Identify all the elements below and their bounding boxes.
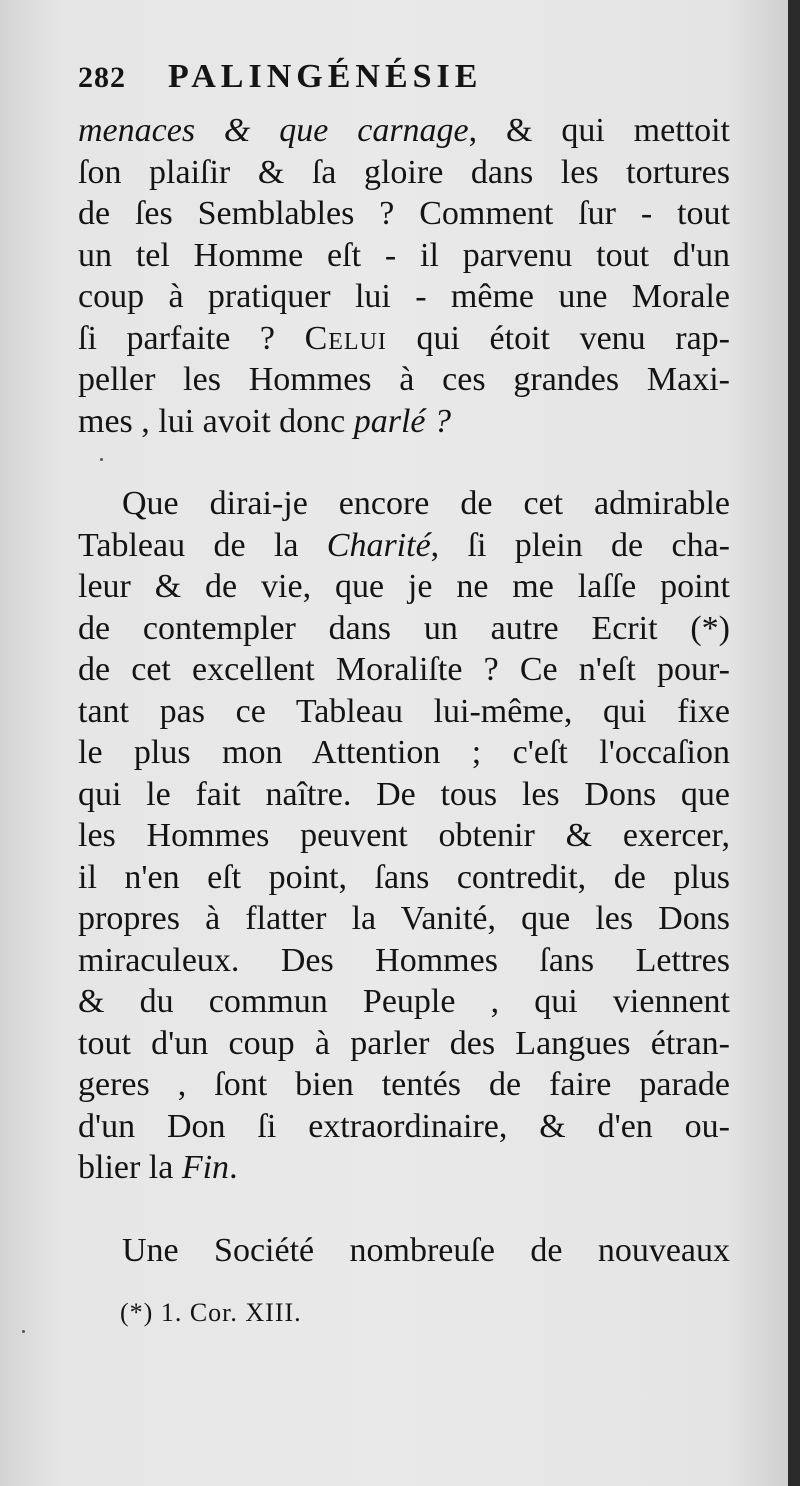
- text-line: mes , lui avoit donc parlé ?: [78, 402, 452, 440]
- text-line: de ſes Semblables ? Comment ſur - tout: [78, 195, 730, 232]
- text-line: le plus mon Attention ; c'eſt l'occaſion: [78, 734, 730, 771]
- page-edge-shadow: [788, 0, 800, 1486]
- text-line: menaces & que carnage, & qui mettoit: [78, 112, 730, 149]
- ink-speck: [22, 1330, 25, 1333]
- text-line: il n'en eſt point, ſans contredit, de plus: [78, 858, 730, 896]
- text-line: qui le fait naître. De tous les Dons que: [78, 775, 730, 813]
- text-line: & du commun Peuple , qui viennent: [78, 983, 730, 1020]
- text-line: Une Société nombreuſe de nouveaux: [122, 1231, 730, 1269]
- footnote: (*) 1. Cor. XIII.: [120, 1298, 302, 1327]
- text-line: d'un Don ſi extraordinaire, & d'en ou-: [78, 1107, 730, 1145]
- text-line: leur & de vie, que je ne me laſſe point: [78, 568, 730, 605]
- paragraph-gap: [78, 442, 730, 483]
- ink-speck: [100, 458, 103, 461]
- text-line: tant pas ce Tableau lui-même, qui fixe: [78, 692, 730, 730]
- text-line: tout d'un coup à parler des Langues étran-: [78, 1024, 730, 1062]
- text-line: propres à flatter la Vanité, que les Dons: [78, 900, 730, 937]
- text-line: ſi parfaite ? Celui qui étoit venu rap-: [78, 319, 730, 357]
- page-number: 282: [78, 61, 126, 94]
- text-line: de cet excellent Moraliſte ? Ce n'eſt pour-: [78, 651, 730, 688]
- text-line: peller les Hommes à ces grandes Maxi-: [78, 361, 730, 398]
- text-line: geres , ſont bien tentés de faire parade: [78, 1066, 730, 1103]
- text-line: Que dirai-je encore de cet admirable: [122, 485, 730, 522]
- body-text: [78, 110, 730, 1271]
- text-line: coup à pratiquer lui - même une Morale: [78, 278, 730, 315]
- running-title: PALINGÉNÉSIE: [168, 58, 483, 95]
- running-head: [78, 58, 735, 108]
- text-line: un tel Homme eſt - il parvenu tout d'un: [78, 236, 730, 274]
- text-line: de contempler dans un autre Ecrit (*): [78, 609, 730, 647]
- text-line: ſon plaiſir & ſa gloire dans les tortures: [78, 153, 730, 191]
- text-line: blier la Fin.: [78, 1149, 238, 1186]
- text-line: les Hommes peuvent obtenir & exercer,: [78, 817, 730, 854]
- text-line: miraculeux. Des Hommes ſans Lettres: [78, 941, 730, 979]
- paragraph-gap: [78, 1189, 730, 1230]
- text-line: Tableau de la Charité, ſi plein de cha-: [78, 526, 730, 564]
